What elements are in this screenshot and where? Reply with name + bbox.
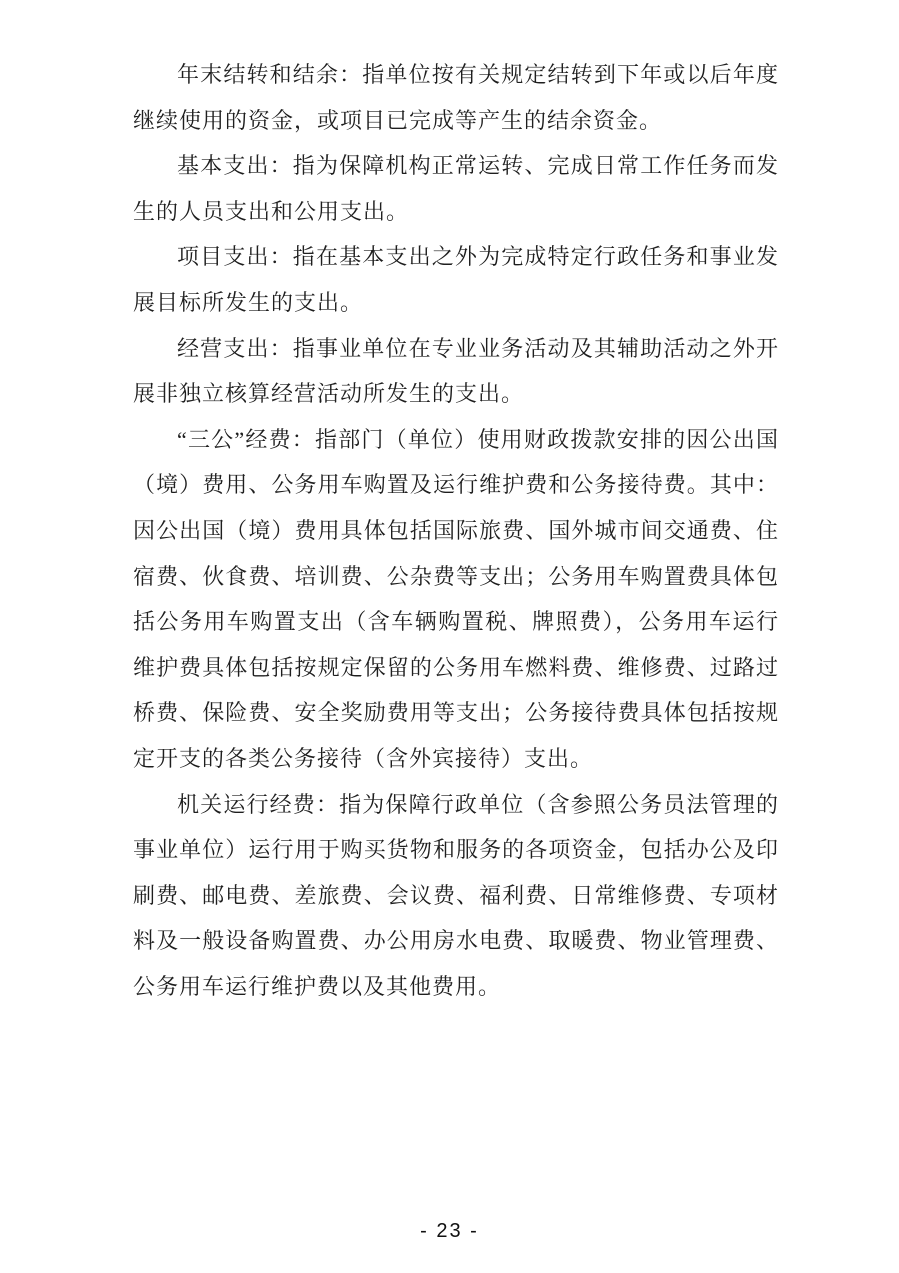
page-number: - 23 -: [420, 1220, 479, 1242]
paragraph-agency-operating-funds: 机关运行经费：指为保障行政单位（含参照公务员法管理的事业单位）运行用于购买货物和服务的各项资金，包括办公及印刷费、邮电费、差旅费、会议费、福利费、日常维修费、专项材料及一般设备购置费、办公用房水电费、取暖费、物业管理费、公务用车运行维护费以及其他费用。: [133, 791, 779, 999]
paragraph-year-end-carryover: 年末结转和结余：指单位按有关规定结转到下年或以后年度继续使用的资金，或项目已完成等产生的结余资金。: [133, 62, 779, 133]
paragraph-three-public-funds: “三公”经费：指部门（单位）使用财政拨款安排的因公出国（境）费用、公务用车购置及运行维护费和公务接待费。其中：因公出国（境）费用具体包括国际旅费、国外城市间交通费、住宿费、伙食费、培训费、公杂费等支出；公务用车购置费具体包括公务用车购置支出（含车辆购置税、牌照费），公务用车运行维护费具体包括按规定保留的公务用车燃料费、维修费、过路过桥费、保险费、安全奖励费用等支出；公务接待费具体包括按规定开支的各类公务接待（含外宾接待）支出。: [133, 426, 779, 771]
document-body: [133, 52, 779, 1009]
paragraph-basic-expenditure: 基本支出：指为保障机构正常运转、完成日常工作任务而发生的人员支出和公用支出。: [133, 153, 779, 224]
paragraph-project-expenditure: 项目支出：指在基本支出之外为完成特定行政任务和事业发展目标所发生的支出。: [133, 244, 779, 315]
paragraph-operating-expenditure: 经营支出：指事业单位在专业业务活动及其辅助活动之外开展非独立核算经营活动所发生的支出。: [133, 335, 779, 407]
page-footer: [0, 1220, 899, 1243]
